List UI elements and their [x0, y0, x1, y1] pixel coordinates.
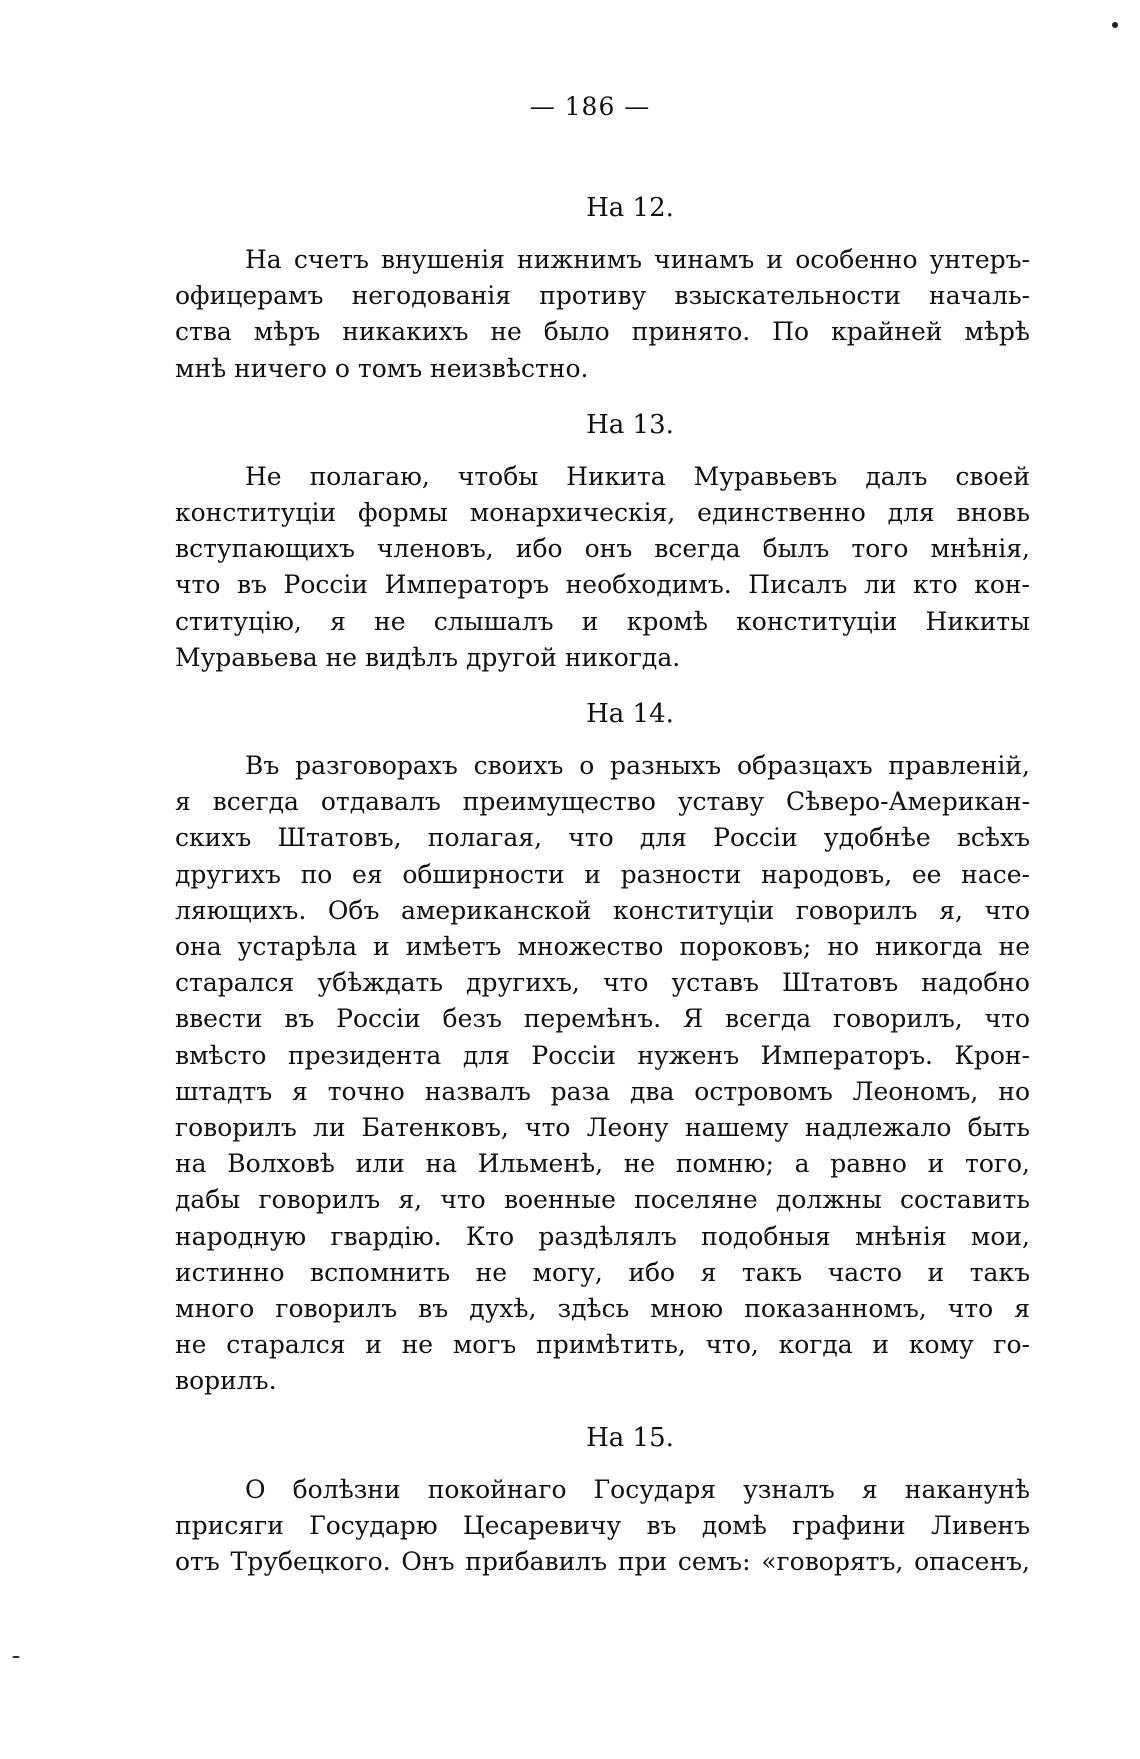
text-line: старался убѣждать другихъ, что уставъ Штатовъ надобно: [175, 968, 1030, 998]
page-number: — 186 —: [529, 92, 651, 121]
text-line: истинно вспомнить не могу, ибо я такъ часто и такъ: [175, 1257, 1030, 1287]
text-line: много говорилъ въ духѣ, здѣсь мною показанномъ, что я: [175, 1294, 1030, 1324]
text-line: говорилъ ли Батенковъ, что Леону нашему надлежало быть: [175, 1113, 1030, 1143]
text-line: ворилъ.: [175, 1366, 277, 1396]
text-line: ввести въ Россіи безъ перемѣнъ. Я всегда говорилъ, что: [175, 1004, 1030, 1034]
text-line: Въ разговорахъ своихъ о разныхъ образцахъ правленій,: [245, 751, 1030, 781]
text-line: отъ Трубецкого. Онъ прибавилъ при семъ: «говорятъ, опасенъ,: [175, 1547, 1030, 1577]
text-line: скихъ Штатовъ, полагая, что для Россіи удобнѣе всѣхъ: [175, 823, 1030, 853]
text-line: что въ Россіи Императоръ необходимъ. Писалъ ли кто кон-: [175, 570, 1030, 600]
text-line: на Волховѣ или на Ильменѣ, не помню; а равно и того,: [175, 1149, 1030, 1179]
text-line: другихъ по ея обширности и разности народовъ, ее насе-: [175, 859, 1030, 889]
text-line: Не полагаю, чтобы Никита Муравьевъ далъ своей: [245, 461, 1030, 491]
text-line: она устарѣла и имѣетъ множество пороковъ; но никогда не: [175, 932, 1030, 962]
text-line: Муравьева не видѣлъ другой никогда.: [175, 642, 681, 672]
paragraph-12: [175, 242, 1030, 387]
text-line: я всегда отдавалъ преимущество уставу Сѣверо-Американ-: [175, 787, 1030, 817]
section-heading-15: На 15.: [586, 1422, 674, 1453]
text-line: дабы говорилъ я, что военные поселяне должны составить: [175, 1185, 1030, 1215]
section-heading-12: На 12.: [586, 193, 674, 223]
text-line: ляющихъ. Объ американской конституціи говорилъ я, что: [175, 895, 1030, 925]
scan-speck: [1112, 22, 1118, 28]
text-line: вмѣсто президента для Россіи нуженъ Императоръ. Крон-: [175, 1040, 1030, 1070]
section-heading-13: На 13.: [586, 409, 674, 440]
text-line: не старался и не могъ примѣтить, что, когда и кому го-: [175, 1330, 1030, 1360]
text-line: О болѣзни покойнаго Государя узналъ я наканунѣ: [245, 1474, 1030, 1504]
text-line: конституціи формы монархическія, единственно для вновь: [175, 498, 1030, 528]
text-line: народную гвардію. Кто раздѣлялъ подобныя мнѣнія мои,: [175, 1221, 1030, 1251]
text-line: мнѣ ничего о томъ неизвѣстно.: [175, 353, 589, 383]
paragraph-15: [175, 1472, 1030, 1581]
text-line: присяги Государю Цесаревичу въ домѣ графини Ливенъ: [175, 1510, 1030, 1540]
text-column: [175, 188, 1030, 1580]
text-line: ституцію, я не слышалъ и кромѣ конституціи Никиты: [175, 606, 1030, 636]
section-heading-14: На 14.: [586, 699, 674, 730]
text-line: На счетъ внушенія нижнимъ чинамъ и особенно унтеръ-: [245, 245, 1030, 274]
paragraph-13: [175, 459, 1030, 676]
paragraph-14: [175, 748, 1030, 1400]
text-line: штадтъ я точно назвалъ раза два островомъ Леономъ, но: [175, 1076, 1030, 1106]
text-line: вступающихъ членовъ, ибо онъ всегда былъ того мнѣнія,: [175, 534, 1030, 564]
text-line: офицерамъ негодованія противу взыскательности началь-: [175, 281, 1030, 311]
scan-speck: [12, 1656, 20, 1658]
text-line: ства мѣръ никакихъ не было принято. По крайней мѣрѣ: [175, 317, 1030, 347]
